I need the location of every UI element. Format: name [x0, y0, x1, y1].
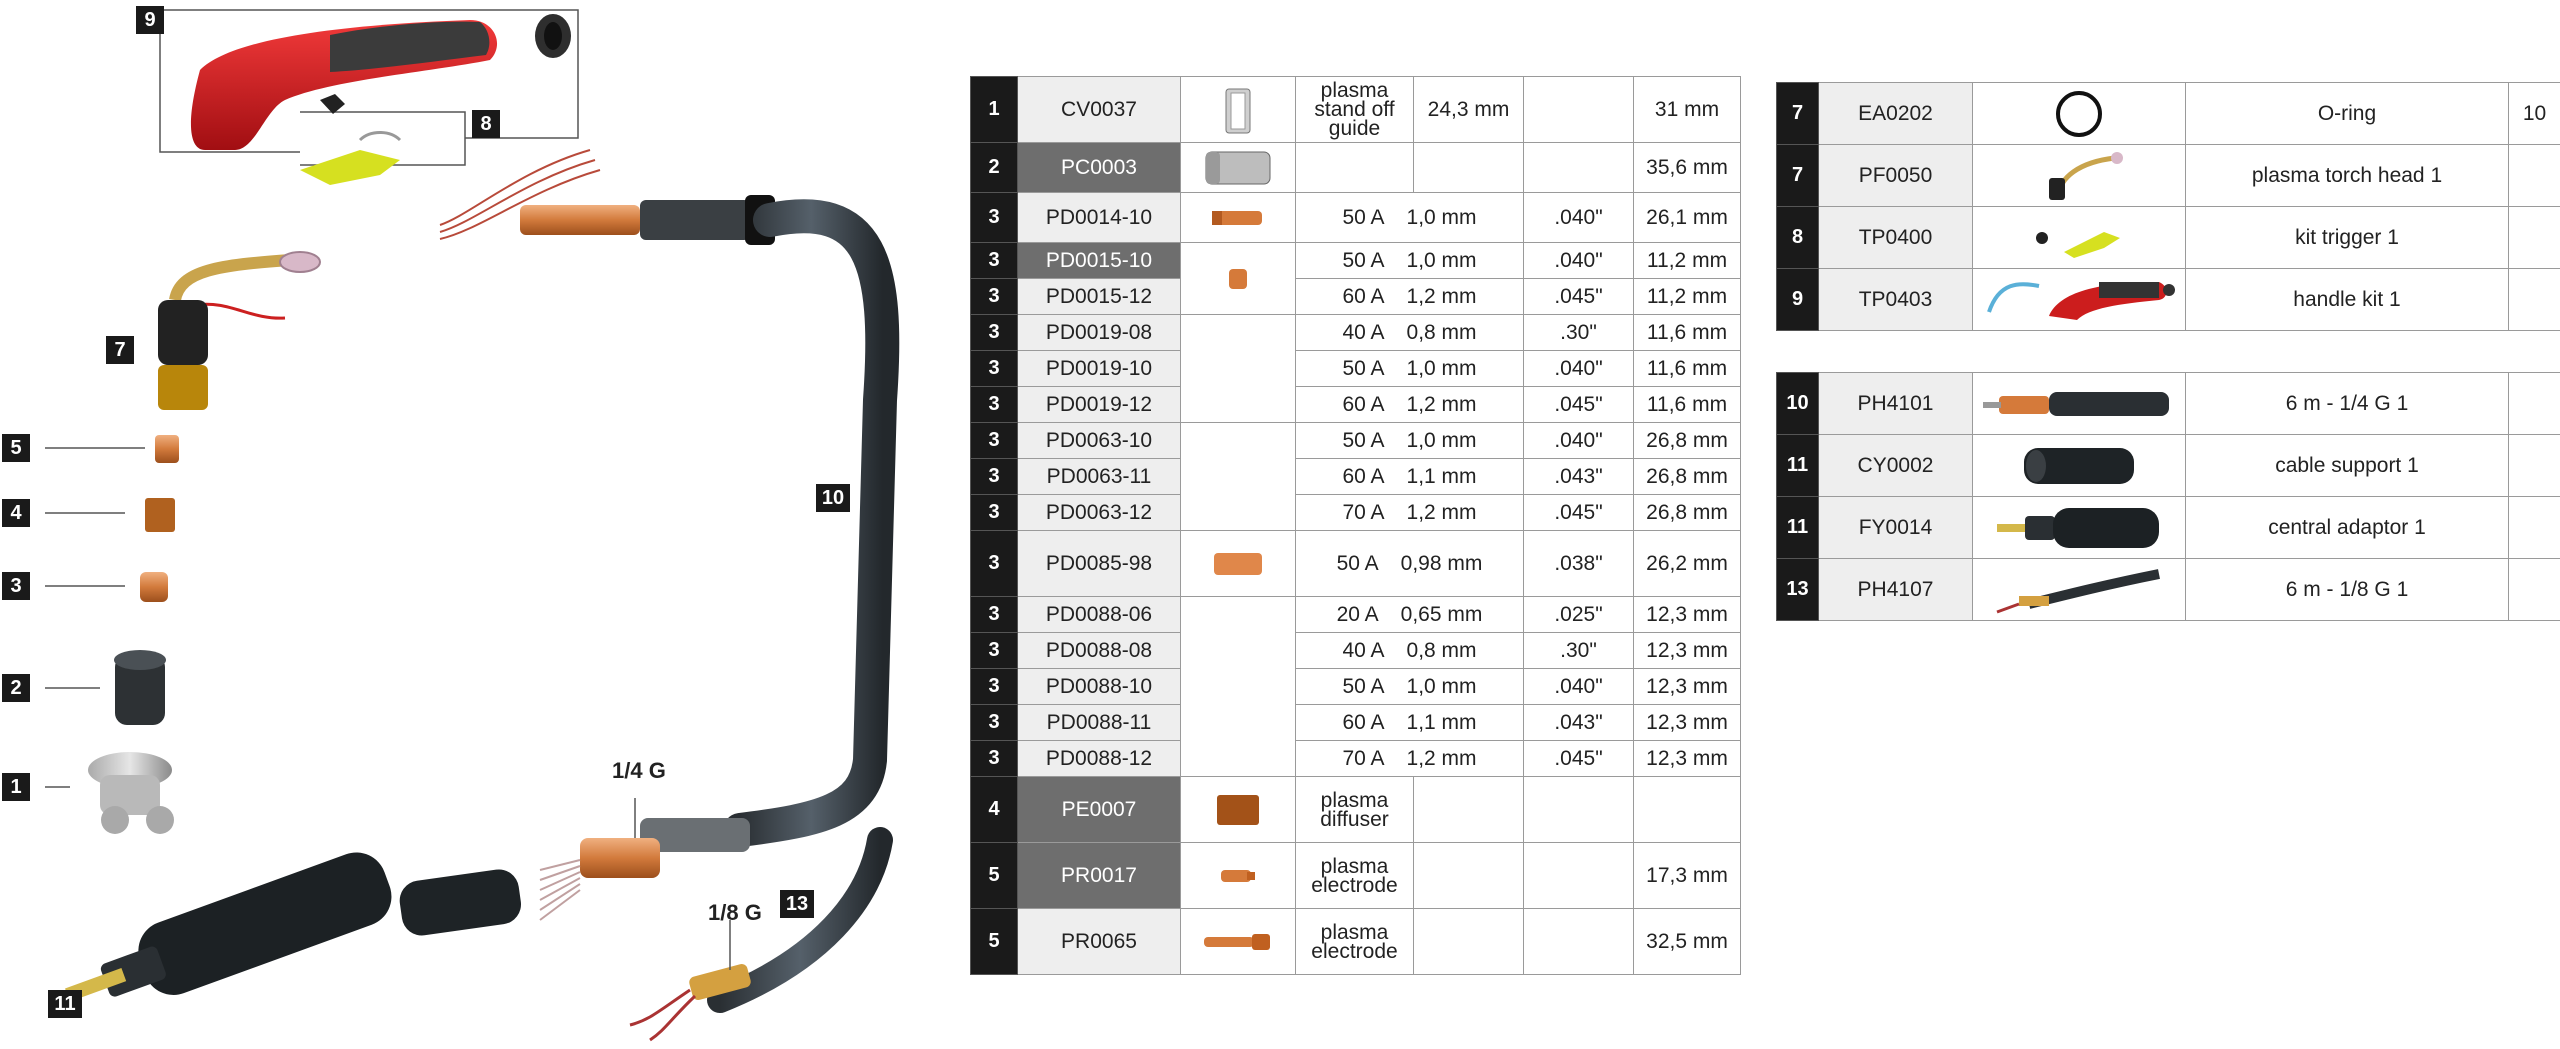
table-row [1777, 373, 2560, 435]
part-current-diameter [1296, 495, 1524, 531]
callout-1: 1 [2, 773, 30, 801]
part-inch: .040" [1524, 351, 1634, 387]
part-description: plasma electrode [1296, 909, 1414, 975]
part-description: 6 m - 1/8 G 1 [2186, 559, 2509, 621]
row-number: 3 [971, 495, 1018, 531]
part-current-diameter [1296, 597, 1524, 633]
part-image [1181, 315, 1296, 423]
part-diameter: 1,0 mm [1406, 428, 1477, 452]
table-row [971, 77, 1741, 143]
row-number: 3 [971, 741, 1018, 777]
row-number: 3 [971, 193, 1018, 243]
table-row [971, 909, 1741, 975]
table-row [1777, 497, 2560, 559]
part-image [1181, 597, 1296, 777]
torch-head-icon [1973, 148, 2185, 204]
table-row [971, 705, 1741, 741]
trigger-kit-icon [1973, 212, 2185, 264]
part-diameter [1414, 777, 1524, 843]
part-length: 12,3 mm [1634, 597, 1741, 633]
row-number: 3 [971, 387, 1018, 423]
table-row [971, 597, 1741, 633]
part-current: 50 A [1342, 248, 1385, 272]
row-number: 5 [971, 909, 1018, 975]
part-code: TP0400 [1819, 207, 1973, 269]
part-quantity [2509, 373, 2560, 435]
row-number: 11 [1777, 435, 1819, 497]
part-length: 35,6 mm [1634, 143, 1741, 193]
part-image [1181, 243, 1296, 315]
part-description: plasma diffuser [1296, 777, 1414, 843]
part-inch: .040" [1524, 669, 1634, 705]
part-image [1181, 909, 1296, 975]
callout-10: 10 [816, 484, 850, 512]
part-code: PH4101 [1819, 373, 1973, 435]
table-row [971, 633, 1741, 669]
part-current: 60 A [1342, 464, 1385, 488]
current-diameter-pair [1296, 603, 1523, 627]
current-diameter-pair [1296, 285, 1523, 309]
callout-2: 2 [2, 674, 30, 702]
table-row [1777, 207, 2560, 269]
part-image [1973, 207, 2186, 269]
part-description [1296, 143, 1414, 193]
part-image [1181, 777, 1296, 843]
part-code: PR0065 [1018, 909, 1181, 975]
part-image [1973, 269, 2186, 331]
row-number: 3 [971, 243, 1018, 279]
part-diameter: 0,65 mm [1400, 602, 1483, 626]
cable-quarter-icon [1973, 378, 2185, 430]
part-inch [1524, 843, 1634, 909]
part-current: 50 A [1342, 205, 1385, 229]
stand-off-guide-icon [1181, 83, 1295, 137]
part-quantity [2509, 559, 2560, 621]
part-current: 70 A [1342, 500, 1385, 524]
current-diameter-pair [1296, 639, 1523, 663]
part-code: PR0017 [1018, 843, 1181, 909]
part-current: 60 A [1342, 710, 1385, 734]
electrode-short-icon [1181, 864, 1295, 888]
table-row [971, 315, 1741, 351]
current-diameter-pair [1296, 249, 1523, 273]
part-code: PF0050 [1819, 145, 1973, 207]
part-length: 11,2 mm [1634, 243, 1741, 279]
part-current-diameter [1296, 669, 1524, 705]
row-number: 1 [971, 77, 1018, 143]
part-current-diameter [1296, 633, 1524, 669]
callout-9: 9 [136, 6, 164, 34]
part-code: PD0019-10 [1018, 351, 1181, 387]
part-inch [1524, 777, 1634, 843]
row-number: 2 [971, 143, 1018, 193]
part-length: 11,6 mm [1634, 351, 1741, 387]
part-diameter [1414, 143, 1524, 193]
current-diameter-pair [1296, 501, 1523, 525]
diffuser-icon [1181, 791, 1295, 829]
table-row [971, 387, 1741, 423]
part-inch [1524, 77, 1634, 143]
callout-13: 13 [780, 890, 814, 918]
current-diameter-pair [1296, 321, 1523, 345]
part-description: plasma stand off guide [1296, 77, 1414, 143]
current-diameter-pair [1296, 357, 1523, 381]
table-row [971, 243, 1741, 279]
part-current-diameter [1296, 387, 1524, 423]
part-code: PD0019-12 [1018, 387, 1181, 423]
part-diameter: 1,0 mm [1406, 248, 1477, 272]
callout-11: 11 [48, 990, 82, 1018]
current-diameter-pair [1296, 711, 1523, 735]
part-diameter: 0,8 mm [1406, 638, 1477, 662]
part-code: FY0014 [1819, 497, 1973, 559]
row-number: 4 [971, 777, 1018, 843]
part-length: 11,6 mm [1634, 387, 1741, 423]
nozzle-cup-icon [1181, 146, 1295, 190]
row-number: 3 [971, 597, 1018, 633]
part-description: kit trigger 1 [2186, 207, 2509, 269]
part-current-diameter [1296, 351, 1524, 387]
part-description: 6 m - 1/4 G 1 [2186, 373, 2509, 435]
part-image [1973, 435, 2186, 497]
part-inch: .043" [1524, 459, 1634, 495]
row-number: 11 [1777, 497, 1819, 559]
part-inch: .040" [1524, 243, 1634, 279]
part-quantity: 10 [2509, 83, 2560, 145]
row-number: 3 [971, 351, 1018, 387]
table-row [971, 669, 1741, 705]
part-current-diameter [1296, 705, 1524, 741]
current-diameter-pair [1296, 465, 1523, 489]
part-image [1181, 77, 1296, 143]
part-code: PD0015-12 [1018, 279, 1181, 315]
cable-eighth-icon [1973, 564, 2185, 616]
part-length: 12,3 mm [1634, 633, 1741, 669]
current-diameter-pair [1296, 393, 1523, 417]
row-number: 7 [1777, 145, 1819, 207]
part-image [1181, 531, 1296, 597]
table-row [971, 423, 1741, 459]
part-length: 12,3 mm [1634, 705, 1741, 741]
part-diameter [1414, 909, 1524, 975]
table-row [971, 143, 1741, 193]
part-length: 26,2 mm [1634, 531, 1741, 597]
part-length: 26,8 mm [1634, 495, 1741, 531]
part-length: 17,3 mm [1634, 843, 1741, 909]
part-image [1973, 145, 2186, 207]
part-code: PE0007 [1018, 777, 1181, 843]
part-diameter: 24,3 mm [1414, 77, 1524, 143]
row-number: 7 [1777, 83, 1819, 145]
part-diameter: 1,1 mm [1406, 464, 1477, 488]
part-code: PD0088-10 [1018, 669, 1181, 705]
part-current-diameter [1296, 741, 1524, 777]
row-number: 3 [971, 459, 1018, 495]
table-row [971, 531, 1741, 597]
table-row [1777, 145, 2560, 207]
part-diameter: 1,0 mm [1406, 205, 1477, 229]
row-number: 3 [971, 669, 1018, 705]
part-inch: .043" [1524, 705, 1634, 741]
part-length: 31 mm [1634, 77, 1741, 143]
part-inch [1524, 143, 1634, 193]
part-length: 32,5 mm [1634, 909, 1741, 975]
part-current-diameter [1296, 423, 1524, 459]
part-description: handle kit 1 [2186, 269, 2509, 331]
part-image [1181, 843, 1296, 909]
part-code: PD0088-11 [1018, 705, 1181, 741]
part-length [1634, 777, 1741, 843]
part-current-diameter [1296, 315, 1524, 351]
part-description: central adaptor 1 [2186, 497, 2509, 559]
part-current: 20 A [1336, 602, 1379, 626]
part-description: O-ring [2186, 83, 2509, 145]
part-inch: .045" [1524, 741, 1634, 777]
part-diameter: 1,1 mm [1406, 710, 1477, 734]
part-current-diameter [1296, 193, 1524, 243]
part-diameter: 0,8 mm [1406, 320, 1477, 344]
cable-support-icon [1973, 440, 2185, 492]
part-image [1973, 559, 2186, 621]
cable-parts-table-body [1777, 373, 2560, 621]
table-row [971, 777, 1741, 843]
part-current: 50 A [1342, 356, 1385, 380]
part-quantity [2509, 207, 2560, 269]
table-row [971, 459, 1741, 495]
torch-parts-table [1776, 82, 2560, 331]
part-image [1181, 193, 1296, 243]
part-inch: .045" [1524, 387, 1634, 423]
part-quantity [2509, 497, 2560, 559]
part-code: CY0002 [1819, 435, 1973, 497]
part-image [1181, 143, 1296, 193]
part-diameter: 1,2 mm [1406, 500, 1477, 524]
current-diameter-pair [1296, 429, 1523, 453]
short-tip-icon [1181, 264, 1295, 294]
row-number: 3 [971, 705, 1018, 741]
consumables-table [970, 76, 1741, 975]
row-number: 8 [1777, 207, 1819, 269]
part-description: cable support 1 [2186, 435, 2509, 497]
part-quantity [2509, 269, 2560, 331]
table-row [1777, 435, 2560, 497]
part-inch: .30" [1524, 633, 1634, 669]
part-current-diameter [1296, 279, 1524, 315]
part-code: PD0063-12 [1018, 495, 1181, 531]
current-diameter-pair [1296, 552, 1523, 576]
part-description: plasma electrode [1296, 843, 1414, 909]
table-row [971, 741, 1741, 777]
part-diameter: 1,2 mm [1406, 392, 1477, 416]
current-diameter-pair [1296, 675, 1523, 699]
part-current: 60 A [1342, 284, 1385, 308]
part-current-diameter [1296, 243, 1524, 279]
part-code: PD0019-08 [1018, 315, 1181, 351]
part-description: plasma torch head 1 [2186, 145, 2509, 207]
part-inch: .045" [1524, 495, 1634, 531]
part-current: 60 A [1342, 392, 1385, 416]
part-code: PD0014-10 [1018, 193, 1181, 243]
torch-parts-table-body [1777, 83, 2560, 331]
o-ring-icon [1973, 88, 2185, 140]
part-code: PD0063-11 [1018, 459, 1181, 495]
part-current-diameter [1296, 459, 1524, 495]
part-inch: .025" [1524, 597, 1634, 633]
row-number: 5 [971, 843, 1018, 909]
row-number: 3 [971, 315, 1018, 351]
part-inch: .040" [1524, 423, 1634, 459]
part-code: PC0003 [1018, 143, 1181, 193]
part-length: 26,8 mm [1634, 459, 1741, 495]
table-row [971, 495, 1741, 531]
part-code: PD0085-98 [1018, 531, 1181, 597]
table-row [1777, 269, 2560, 331]
part-code: PD0088-06 [1018, 597, 1181, 633]
row-number: 10 [1777, 373, 1819, 435]
current-diameter-pair [1296, 206, 1523, 230]
callout-3: 3 [2, 572, 30, 600]
cable-label-quarter-g: 1/4 G [612, 758, 666, 783]
part-code: PD0088-12 [1018, 741, 1181, 777]
callout-7: 7 [106, 336, 134, 364]
cable-parts-table [1776, 372, 2560, 621]
part-current: 70 A [1342, 746, 1385, 770]
electrode-long-icon [1181, 929, 1295, 955]
part-diameter: 0,98 mm [1400, 551, 1483, 575]
part-diameter: 1,2 mm [1406, 746, 1477, 770]
part-current: 50 A [1336, 551, 1379, 575]
handle-kit-icon [1973, 272, 2185, 328]
part-inch: .038" [1524, 531, 1634, 597]
part-code: TP0403 [1819, 269, 1973, 331]
cable-label-eighth-g: 1/8 G [708, 900, 762, 925]
table-row [971, 843, 1741, 909]
part-length: 11,2 mm [1634, 279, 1741, 315]
part-current-diameter [1296, 531, 1524, 597]
row-number: 3 [971, 279, 1018, 315]
part-diameter: 1,0 mm [1406, 674, 1477, 698]
row-number: 3 [971, 633, 1018, 669]
callout-8: 8 [472, 110, 500, 138]
table-row [971, 193, 1741, 243]
part-diameter: 1,2 mm [1406, 284, 1477, 308]
part-inch [1524, 909, 1634, 975]
long-tip-icon [1181, 205, 1295, 231]
part-code: CV0037 [1018, 77, 1181, 143]
part-length: 12,3 mm [1634, 741, 1741, 777]
table-row [971, 279, 1741, 315]
part-image [1973, 373, 2186, 435]
row-number: 13 [1777, 559, 1819, 621]
part-length: 12,3 mm [1634, 669, 1741, 705]
row-number: 9 [1777, 269, 1819, 331]
part-code: PD0088-08 [1018, 633, 1181, 669]
part-code: PH4107 [1819, 559, 1973, 621]
part-inch: .045" [1524, 279, 1634, 315]
row-number: 3 [971, 531, 1018, 597]
consumables-table-body [971, 77, 1741, 975]
part-length: 26,8 mm [1634, 423, 1741, 459]
table-row [971, 351, 1741, 387]
central-adaptor-icon [1973, 502, 2185, 554]
exploded-torch-diagram [0, 0, 920, 1049]
part-length: 11,6 mm [1634, 315, 1741, 351]
part-code: PD0015-10 [1018, 243, 1181, 279]
current-diameter-pair [1296, 747, 1523, 771]
part-diameter [1414, 843, 1524, 909]
part-code: EA0202 [1819, 83, 1973, 145]
part-quantity [2509, 435, 2560, 497]
table-row [1777, 83, 2560, 145]
part-current: 40 A [1342, 638, 1385, 662]
part-code: PD0063-10 [1018, 423, 1181, 459]
part-image [1973, 497, 2186, 559]
part-inch: .040" [1524, 193, 1634, 243]
part-length: 26,1 mm [1634, 193, 1741, 243]
part-current: 50 A [1342, 674, 1385, 698]
callout-4: 4 [2, 499, 30, 527]
callout-5: 5 [2, 434, 30, 462]
part-current: 40 A [1342, 320, 1385, 344]
wide-tip-icon [1181, 549, 1295, 579]
row-number: 3 [971, 423, 1018, 459]
part-image [1181, 423, 1296, 531]
part-inch: .30" [1524, 315, 1634, 351]
part-diameter: 1,0 mm [1406, 356, 1477, 380]
table-row [1777, 559, 2560, 621]
part-image [1973, 83, 2186, 145]
part-current: 50 A [1342, 428, 1385, 452]
part-quantity [2509, 145, 2560, 207]
